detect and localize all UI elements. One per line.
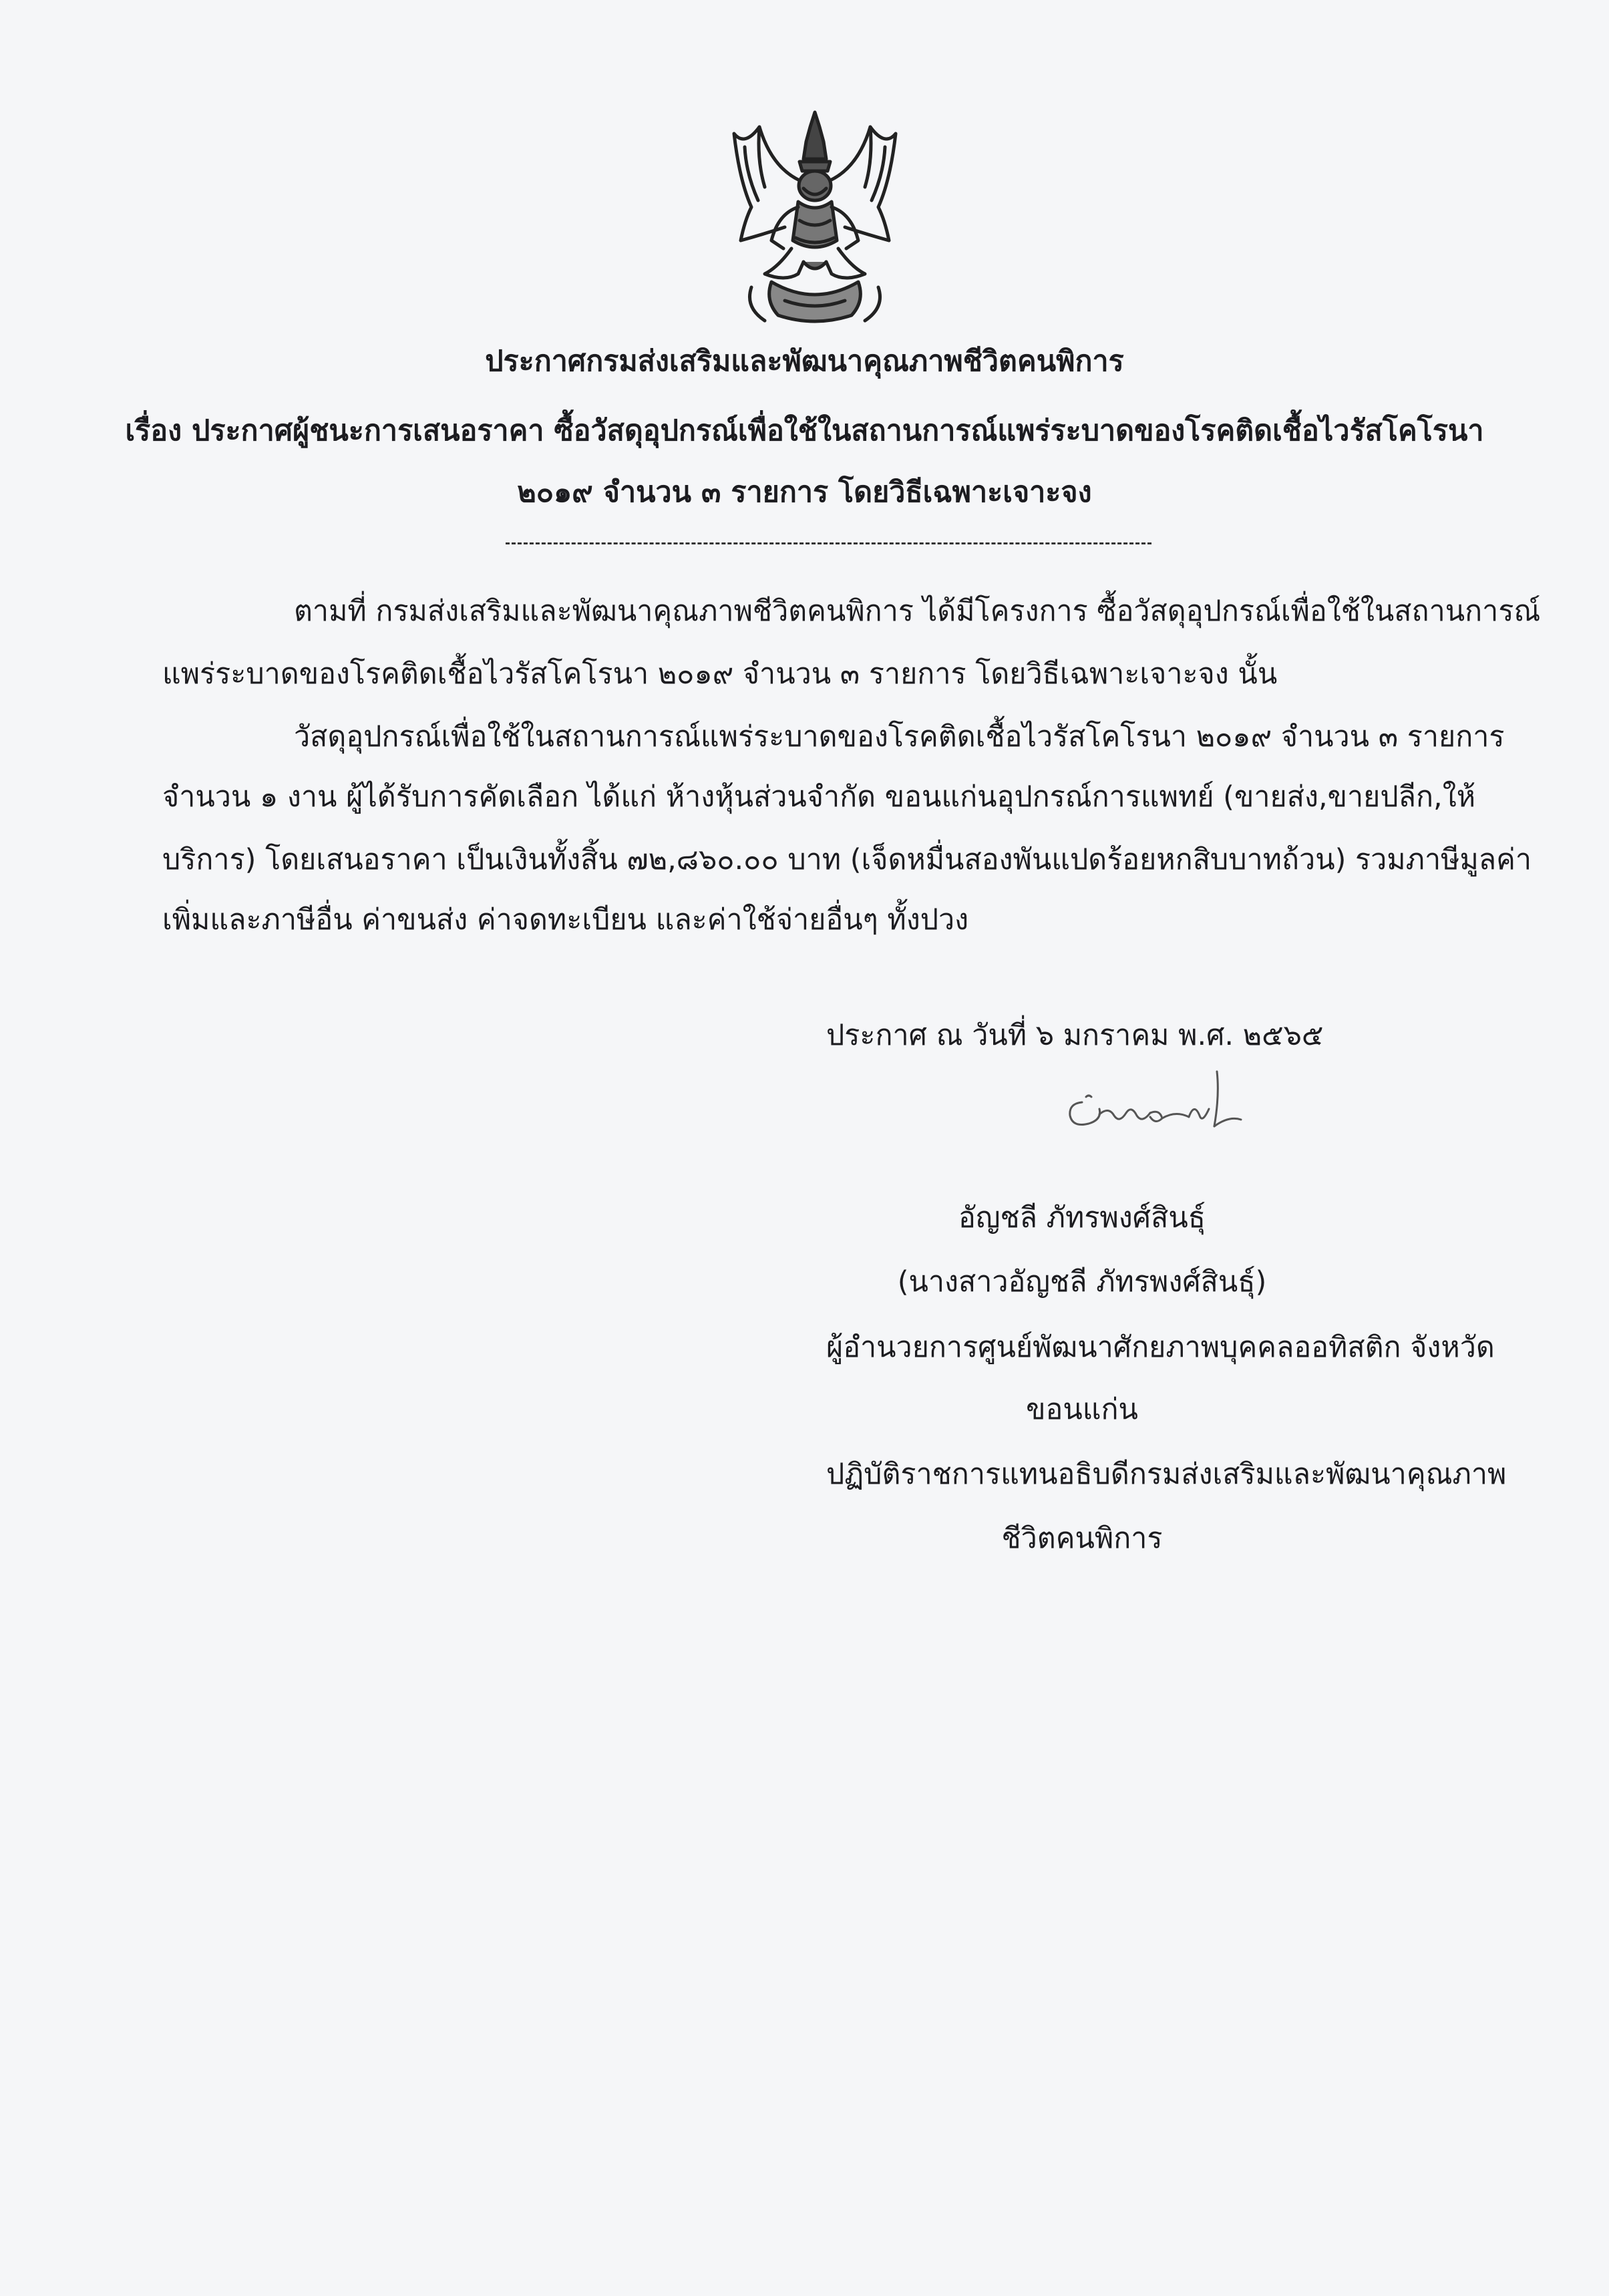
paragraph-1-line-1: ตามที่ กรมส่งเสริมและพัฒนาคุณภาพชีวิตคนพิการ ได้มีโครงการ ซื้อวัสดุอุปกรณ์เพื่อใช้ในสถานการณ์ [294, 595, 1541, 628]
announce-date: ประกาศ ณ วันที่ ๖ มกราคม พ.ศ. ๒๕๖๕ [826, 1019, 1324, 1052]
paragraph-2-line-4: เพิ่มและภาษีอื่น ค่าขนส่ง ค่าจดทะเบียน และค่าใช้จ่ายอื่นๆ ทั้งปวง [162, 903, 969, 937]
signatory-position-line-2: ขอนแก่น [1026, 1393, 1138, 1426]
announcement-subject-continued: ๒๐๑๙ จำนวน ๓ รายการ โดยวิธีเฉพาะเจาะจง [517, 476, 1092, 509]
announcement-title: ประกาศกรมส่งเสริมและพัฒนาคุณภาพชีวิตคนพิการ [485, 345, 1124, 378]
paragraph-1-line-2: แพร่ระบาดของโรคติดเชื้อไวรัสโคโรนา ๒๐๑๙ จำนวน ๓ รายการ โดยวิธีเฉพาะเจาะจง นั้น [162, 657, 1278, 691]
signatory-position-line-4: ชีวิตคนพิการ [1001, 1522, 1163, 1555]
garuda-emblem-icon [725, 107, 905, 327]
separator-line [506, 542, 1151, 544]
paragraph-2-line-2: จำนวน ๑ งาน ผู้ได้รับการคัดเลือก ได้แก่ ห้างหุ้นส่วนจำกัด ขอนแก่นอุปกรณ์การแพทย์ (ขายส่ง,ขายปลีก,ให้ [162, 780, 1476, 814]
paragraph-2-line-3: บริการ) โดยเสนอราคา เป็นเงินทั้งสิ้น ๗๒,๘๖๐.๐๐ บาท (เจ็ดหมื่นสองพันแปดร้อยหกสิบบาทถ้วน) รวมภาษีมูลค่า [162, 843, 1532, 876]
signatory-position-line-3: ปฏิบัติราชการแทนอธิบดีกรมส่งเสริมและพัฒนาคุณภาพ [826, 1458, 1507, 1491]
handwritten-signature [1062, 1062, 1249, 1142]
signatory-name: อัญชลี ภัทรพงศ์สินธุ์ [958, 1201, 1206, 1235]
announcement-subject: เรื่อง ประกาศผู้ชนะการเสนอราคา ซื้อวัสดุอุปกรณ์เพื่อใช้ในสถานการณ์แพร่ระบาดของโรคติดเชื้อไวรัสโคโรนา [125, 414, 1484, 448]
paragraph-2-line-1: วัสดุอุปกรณ์เพื่อใช้ในสถานการณ์แพร่ระบาดของโรคติดเชื้อไวรัสโคโรนา ๒๐๑๙ จำนวน ๓ รายการ [294, 720, 1505, 754]
signatory-position-line-1: ผู้อำนวยการศูนย์พัฒนาศักยภาพบุคคลออทิสติก จังหวัด [826, 1331, 1495, 1364]
signatory-full-name: (นางสาวอัญชลี ภัทรพงศ์สินธุ์) [897, 1265, 1267, 1299]
